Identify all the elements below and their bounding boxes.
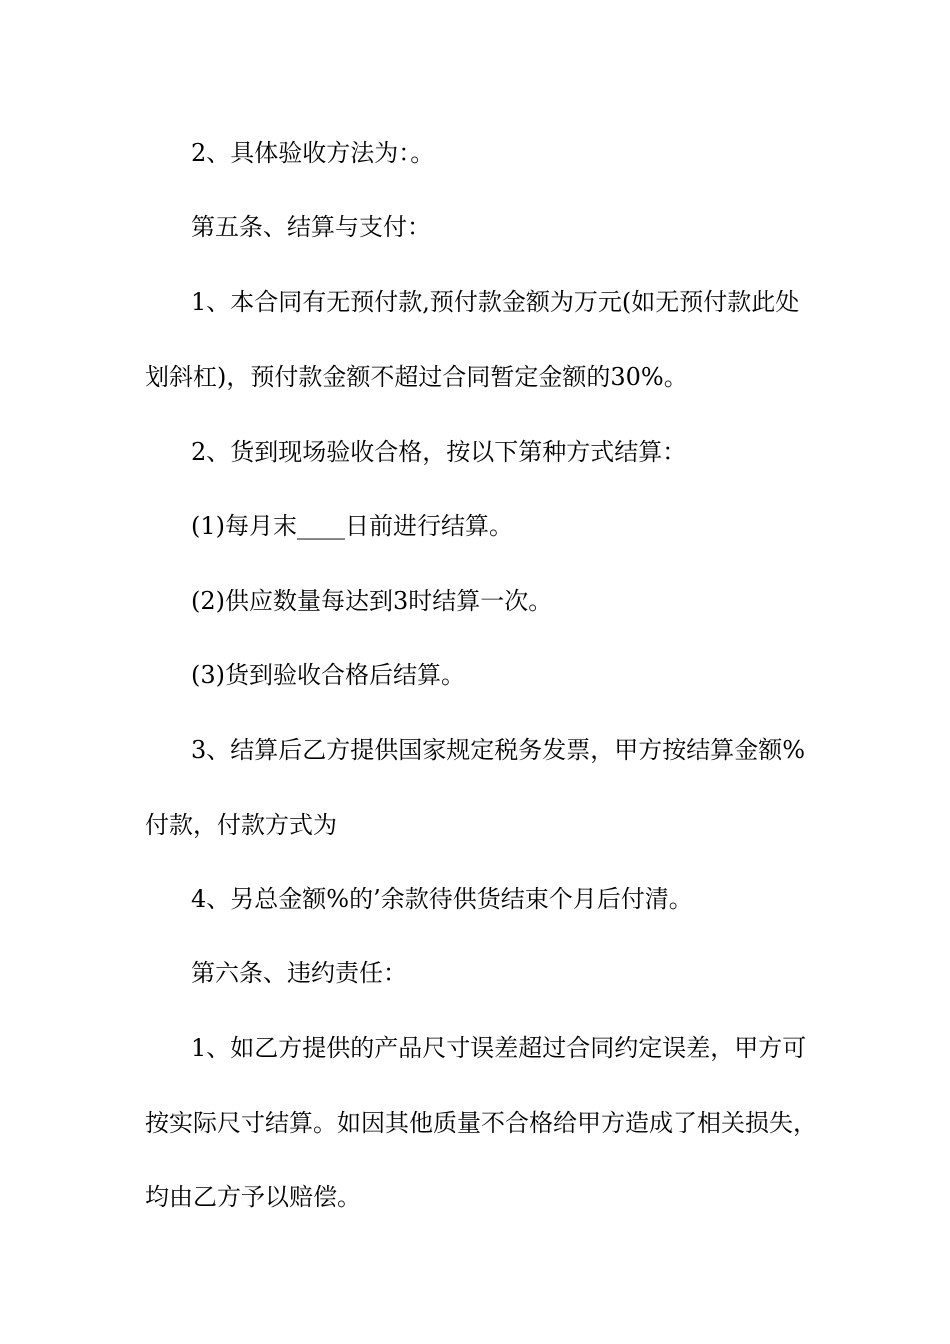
article-six-heading: 第六条、违约责任： <box>191 959 407 987</box>
clause-liability-continued-2: 均由乙方予以赔偿。 <box>145 1183 361 1211</box>
article-five-heading: 第五条、结算与支付： <box>191 213 431 241</box>
clause-prepayment: 1、本合同有无预付款,预付款金额为万元(如无预付款此处 <box>191 288 800 316</box>
clause-liability: 1、如乙方提供的产品尺寸误差超过合同约定误差，甲方可 <box>191 1034 807 1062</box>
clause-invoice-payment-continued: 付款，付款方式为 <box>145 811 337 839</box>
settlement-option-2: (2)供应数量每达到3时结算一次。 <box>191 587 553 615</box>
settlement-option-1: (1)每月末____日前进行结算。 <box>191 512 513 540</box>
settlement-option-3: (3)货到验收合格后结算。 <box>191 661 465 689</box>
clause-prepayment-continued: 划斜杠)，预付款金额不超过合同暂定金额的30%。 <box>145 363 688 391</box>
clause-settlement-method: 2、货到现场验收合格，按以下第种方式结算： <box>191 438 687 466</box>
clause-acceptance-method: 2、具体验收方法为：。 <box>191 139 435 167</box>
clause-invoice-payment: 3、结算后乙方提供国家规定税务发票，甲方按结算金额% <box>191 736 806 764</box>
clause-balance-payment: 4、另总金额%的’余款待供货结束个月后付清。 <box>191 885 693 913</box>
clause-liability-continued-1: 按实际尺寸结算。如因其他质量不合格给甲方造成了相关损失， <box>145 1109 817 1137</box>
